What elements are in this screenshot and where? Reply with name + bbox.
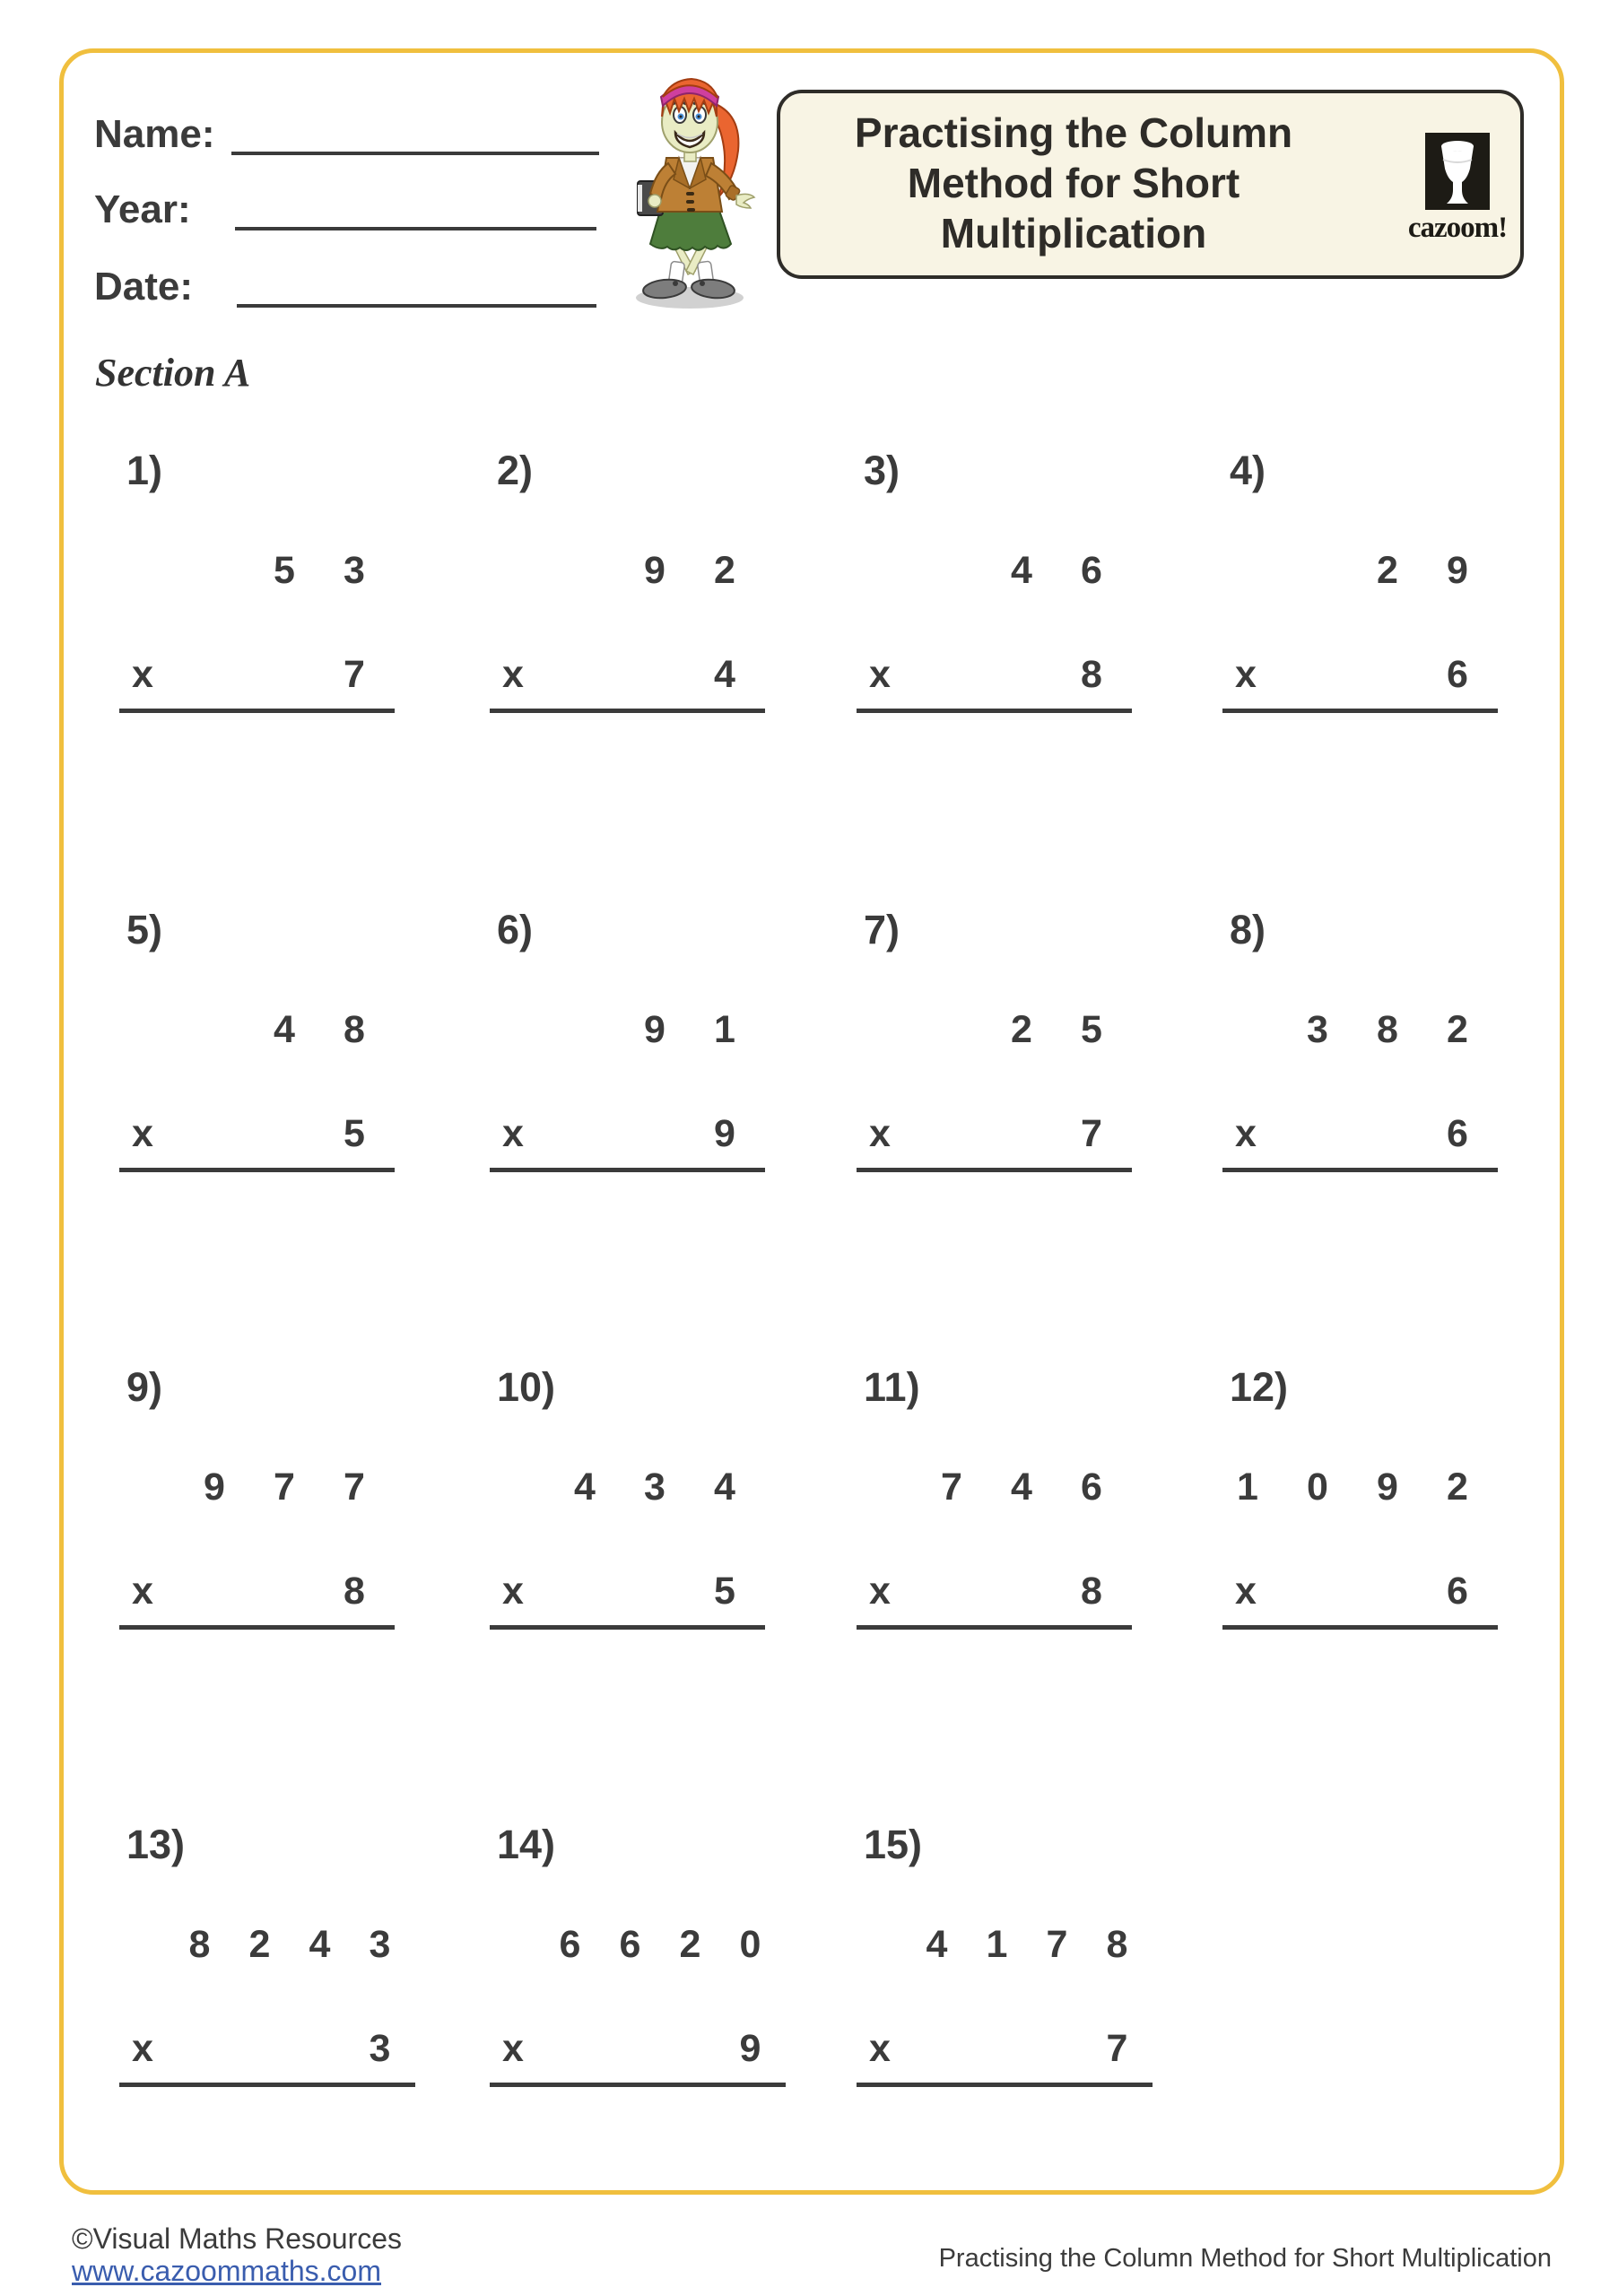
multiply-sign: x	[132, 2027, 153, 2070]
name-field-label: Name:	[94, 112, 215, 156]
multiplier-digit: 3	[369, 2027, 391, 2070]
footer-worksheet-title: Practising the Column Method for Short Multiplication	[938, 2244, 1552, 2273]
problem-block	[857, 1364, 1132, 1630]
multiplicand-digits	[550, 1467, 760, 1508]
multiplicand-digits	[540, 1925, 780, 1965]
answer-line	[119, 1168, 395, 1172]
multiplicand-digits	[917, 1467, 1127, 1508]
multiply-sign: x	[869, 1570, 891, 1613]
multiplicand-digit: 8	[1377, 1008, 1398, 1051]
multiplicand-digits	[620, 1010, 760, 1050]
answer-line	[1222, 1168, 1498, 1172]
multiplier-digit: 4	[714, 653, 735, 696]
multiplicand-digit: 9	[644, 549, 665, 592]
date-field-line[interactable]	[237, 304, 596, 308]
multiply-sign: x	[502, 653, 524, 696]
multiplicand-digit: 1	[986, 1923, 1008, 1966]
multiplier-digit: 7	[1081, 1112, 1102, 1155]
multiplier-digit: 6	[1447, 1112, 1468, 1155]
multiplicand-digits	[179, 1467, 389, 1508]
problem-block	[490, 450, 765, 713]
multiplicand-digit: 5	[1081, 1008, 1102, 1051]
problem-number-label: 13)	[126, 1822, 186, 1867]
answer-line	[857, 1168, 1132, 1172]
problem-number-label: 3)	[864, 448, 900, 493]
multiply-sign: x	[1235, 1112, 1257, 1155]
multiply-sign: x	[502, 2027, 524, 2070]
multiplicand-digit: 3	[644, 1465, 665, 1509]
multiply-sign: x	[502, 1570, 524, 1613]
multiply-sign: x	[869, 653, 891, 696]
multiplicand-digit: 3	[369, 1923, 391, 1966]
multiplicand-digits	[1213, 1467, 1492, 1508]
answer-line	[119, 1625, 395, 1630]
answer-line	[119, 709, 395, 713]
multiplier-digit: 8	[1081, 653, 1102, 696]
multiplicand-digits	[907, 1925, 1147, 1965]
problem-number-label: 1)	[126, 448, 163, 493]
problem-number-label: 10)	[497, 1364, 556, 1410]
multiplicand-digit: 9	[1377, 1465, 1398, 1509]
multiplicand-digit: 8	[1106, 1923, 1128, 1966]
multiplier-digit: 9	[714, 1112, 735, 1155]
multiplicand-digit: 6	[559, 1923, 581, 1966]
multiplicand-digit: 2	[1011, 1008, 1032, 1051]
multiplicand-digit: 6	[1081, 549, 1102, 592]
multiply-sign: x	[132, 653, 153, 696]
problem-number-label: 12)	[1230, 1364, 1289, 1410]
answer-line	[490, 1168, 765, 1172]
multiplicand-digit: 5	[274, 549, 295, 592]
multiplicand-digit: 8	[188, 1923, 211, 1966]
logo-caption: cazoom!	[1407, 212, 1508, 244]
problem-number-label: 11)	[864, 1364, 920, 1410]
multiplicand-digits	[249, 1010, 389, 1050]
problem-block	[857, 1824, 1153, 2087]
worksheet-title-line: Multiplication	[940, 210, 1207, 257]
multiplicand-digits	[170, 1925, 410, 1965]
multiplicand-digit: 7	[274, 1465, 295, 1509]
multiplicand-digit: 7	[941, 1465, 962, 1509]
problem-number-label: 7)	[864, 907, 900, 952]
multiplicand-digits	[620, 551, 760, 591]
multiplier-digit: 7	[344, 653, 365, 696]
answer-line	[857, 2083, 1153, 2087]
multiplicand-digit: 3	[344, 549, 365, 592]
multiplicand-digit: 4	[574, 1465, 596, 1509]
problem-number-label: 4)	[1230, 448, 1266, 493]
problem-number-label: 6)	[497, 907, 534, 952]
section-heading: Section A	[95, 351, 251, 395]
title-box	[777, 90, 1524, 279]
problem-number-label: 8)	[1230, 907, 1266, 952]
answer-line	[490, 709, 765, 713]
multiply-sign: x	[1235, 653, 1257, 696]
problem-block	[857, 450, 1132, 713]
multiplicand-digits	[1283, 1010, 1492, 1050]
answer-line	[490, 1625, 765, 1630]
multiply-sign: x	[869, 1112, 891, 1155]
worksheet-title-line: Practising the Column	[854, 109, 1293, 156]
multiplier-digit: 8	[344, 1570, 365, 1613]
multiplicand-digits	[1353, 551, 1492, 591]
multiplicand-digit: 9	[204, 1465, 225, 1509]
multiplicand-digit: 8	[344, 1008, 365, 1051]
problem-block	[119, 1364, 395, 1630]
multiplier-digit: 6	[1447, 1570, 1468, 1613]
worksheet-title-line: Method for Short	[907, 160, 1240, 206]
multiplicand-digit: 6	[619, 1923, 641, 1966]
multiplicand-digits	[987, 551, 1127, 591]
problem-block	[119, 909, 395, 1172]
problem-number-label: 2)	[497, 448, 534, 493]
footer-website-link[interactable]: www.cazoommaths.com	[72, 2255, 381, 2287]
multiplicand-digit: 1	[1237, 1465, 1258, 1509]
problem-block	[1222, 909, 1498, 1172]
multiplicand-digit: 2	[714, 549, 735, 592]
multiplicand-digit: 0	[1307, 1465, 1328, 1509]
answer-line	[1222, 709, 1498, 713]
problem-block	[1222, 1364, 1498, 1630]
multiplicand-digit: 4	[1011, 1465, 1032, 1509]
multiplicand-digit: 4	[1011, 549, 1032, 592]
answer-line	[1222, 1625, 1498, 1630]
problem-block	[490, 909, 765, 1172]
year-field-label: Year:	[94, 187, 191, 231]
multiplicand-digit: 2	[248, 1923, 271, 1966]
multiplicand-digit: 2	[1377, 549, 1398, 592]
problem-number-label: 5)	[126, 907, 163, 952]
answer-line	[857, 709, 1132, 713]
multiplier-digit: 8	[1081, 1570, 1102, 1613]
answer-line	[490, 2083, 786, 2087]
multiplicand-digit: 6	[1081, 1465, 1102, 1509]
multiply-sign: x	[132, 1570, 153, 1613]
year-field-line[interactable]	[235, 227, 596, 230]
multiplicand-digit: 2	[679, 1923, 701, 1966]
multiplicand-digits	[987, 1010, 1127, 1050]
multiplicand-digits	[249, 551, 389, 591]
multiplicand-digit: 2	[1447, 1465, 1468, 1509]
problem-number-label: 14)	[497, 1822, 556, 1867]
multiplicand-digit: 9	[644, 1008, 665, 1051]
multiply-sign: x	[869, 2027, 891, 2070]
multiplicand-digit: 1	[714, 1008, 735, 1051]
problem-number-label: 15)	[864, 1822, 923, 1867]
multiplicand-digit: 4	[309, 1923, 331, 1966]
drum-icon	[1425, 133, 1490, 210]
multiplicand-digit: 7	[344, 1465, 365, 1509]
problem-block	[490, 1364, 765, 1630]
multiplier-digit: 5	[344, 1112, 365, 1155]
answer-line	[119, 2083, 415, 2087]
multiplier-digit: 5	[714, 1570, 735, 1613]
footer-copyright: ©Visual Maths Resources	[72, 2222, 403, 2255]
multiplier-digit: 7	[1106, 2027, 1128, 2070]
problem-number-label: 9)	[126, 1364, 163, 1410]
answer-line	[857, 1625, 1132, 1630]
multiplicand-digit: 4	[274, 1008, 295, 1051]
multiply-sign: x	[132, 1112, 153, 1155]
multiplicand-digit: 9	[1447, 549, 1468, 592]
multiplicand-digit: 4	[926, 1923, 948, 1966]
name-field-line[interactable]	[231, 152, 599, 155]
date-field-label: Date:	[94, 265, 194, 309]
problem-block	[119, 450, 395, 713]
multiplicand-digit: 2	[1447, 1008, 1468, 1051]
multiplicand-digit: 4	[714, 1465, 735, 1509]
multiplicand-digit: 7	[1046, 1923, 1068, 1966]
cazoom-logo	[1399, 133, 1516, 245]
multiplier-digit: 6	[1447, 653, 1468, 696]
multiplicand-digit: 0	[739, 1923, 761, 1966]
problem-block	[119, 1824, 415, 2087]
worksheet-title	[800, 108, 1347, 258]
multiplier-digit: 9	[739, 2027, 761, 2070]
multiply-sign: x	[1235, 1570, 1257, 1613]
multiplicand-digit: 3	[1307, 1008, 1328, 1051]
problem-block	[857, 909, 1132, 1172]
problem-block	[490, 1824, 786, 2087]
multiply-sign: x	[502, 1112, 524, 1155]
problem-block	[1222, 450, 1498, 713]
schoolgirl-illustration	[623, 61, 762, 316]
